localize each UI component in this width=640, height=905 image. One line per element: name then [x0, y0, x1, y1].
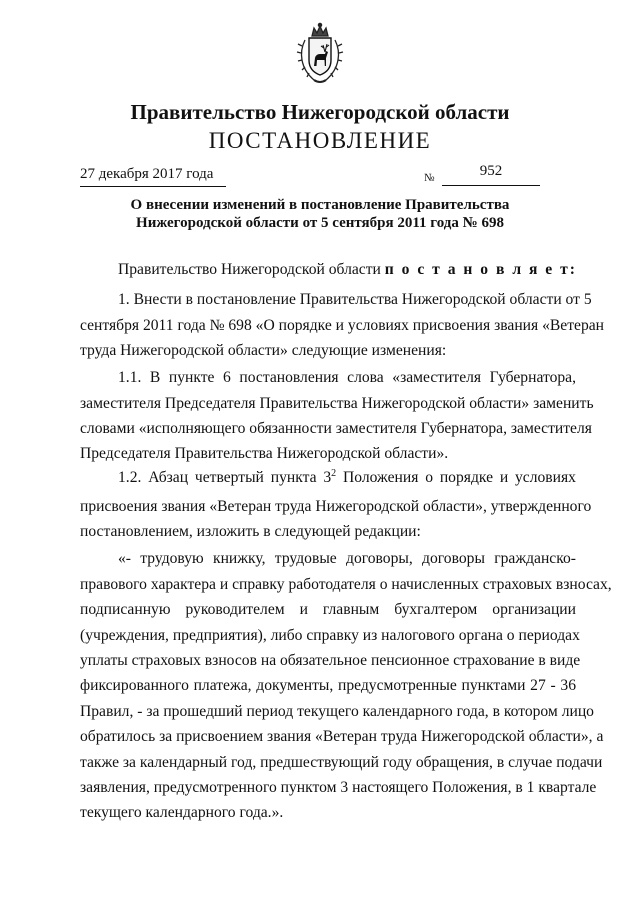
- intro-resolves: п о с т а н о в л я е т:: [384, 261, 577, 278]
- text-line: 1. Внести в постановление Правительства Нижегородской области от 5: [118, 291, 592, 308]
- document-number: 952: [442, 163, 540, 186]
- quote-line: также за календарный год, предшествующий году обращения, в случае подачи: [80, 754, 603, 771]
- quote-line: подписанную руководителем и главным бухгалтером организации: [80, 601, 576, 618]
- subject-line: Нижегородской области от 5 сентября 2011 года № 698: [136, 215, 504, 231]
- text-line: словами «исполняющего обязанности заместителя Губернатора, заместителя: [80, 420, 592, 437]
- quote-line: (учреждения, предприятия), либо справку из налогового органа о периодах: [80, 627, 580, 644]
- quote-line: обратилось за присвоением звания «Ветеран труда Нижегородской области», а: [80, 728, 604, 745]
- document-type: ПОСТАНОВЛЕНИЕ: [208, 128, 432, 153]
- intro-text: Правительство Нижегородской области: [118, 261, 385, 278]
- quote-line: правового характера и справку работодателя о начисленных страховых взносах,: [80, 576, 612, 593]
- text-line: присвоения звания «Ветеран труда Нижегородской области», утвержденного: [80, 498, 592, 515]
- text-fragment: Положения о порядке и условиях: [336, 469, 576, 486]
- text-line: труда Нижегородской области» следующие изменения:: [80, 342, 447, 359]
- government-name: Правительство Нижегородской области: [130, 100, 510, 124]
- subject-line: О внесении изменений в постановление Правительства: [130, 197, 510, 213]
- coat-of-arms-icon: [296, 22, 344, 86]
- text-line: заместителя Председателя Правительства Нижегородской области» заменить: [80, 395, 594, 412]
- quote-line: уплаты страховых взносов на обязательное пенсионное страхование в виде: [80, 652, 581, 669]
- text-line: 1.1. В пункте 6 постановления слова «заместителя Губернатора,: [118, 369, 576, 386]
- quote-line: заявления, предусмотренного пунктом 3 настоящего Положения, в 1 квартале: [80, 779, 597, 796]
- quote-line: Правил, - за прошедший период текущего календарного года, в котором лицо: [80, 703, 594, 720]
- text-fragment: 1.2. Абзац четвертый пункта 3: [118, 469, 332, 486]
- quote-line: текущего календарного года.».: [80, 804, 284, 821]
- intro-line: [118, 260, 577, 280]
- document-subject: [0, 196, 640, 232]
- number-sign: №: [424, 172, 435, 184]
- text-line: Председателя Правительства Нижегородской области».: [80, 445, 449, 462]
- text-line: [118, 468, 576, 488]
- text-line: постановлением, изложить в следующей редакции:: [80, 523, 421, 540]
- quote-line: «- трудовую книжку, трудовые договоры, договоры гражданско-: [118, 550, 576, 567]
- superscript: 2: [331, 468, 337, 479]
- document-date: 27 декабря 2017 года: [80, 166, 226, 187]
- text-line: сентября 2011 года № 698 «О порядке и условиях присвоения звания «Ветеран: [80, 317, 605, 334]
- quote-line: фиксированного платежа, документы, предусмотренные пунктами 27 - 36: [80, 677, 576, 694]
